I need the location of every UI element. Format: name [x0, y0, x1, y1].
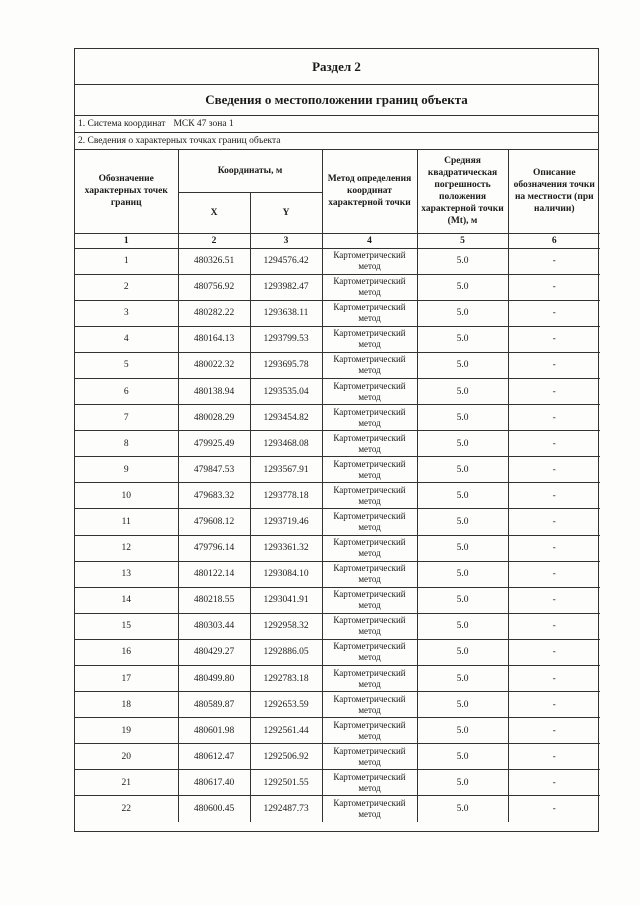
- header-y: Y: [250, 192, 322, 233]
- point-number-cell: 2: [75, 274, 178, 300]
- method-line-1: Картометрический: [333, 380, 406, 391]
- accuracy-cell: 5.0: [417, 744, 508, 770]
- column-number: 1: [75, 233, 178, 248]
- header-method: Метод определения координат характерной точки: [322, 150, 417, 233]
- method-cell: [322, 431, 417, 457]
- table-row: [75, 796, 600, 822]
- x-coordinate-cell: 479608.12: [178, 509, 250, 535]
- point-number-cell: 5: [75, 352, 178, 378]
- x-coordinate-cell: 479847.53: [178, 457, 250, 483]
- description-cell: -: [508, 666, 600, 692]
- y-coordinate-cell: 1292653.59: [250, 692, 322, 718]
- y-coordinate-cell: 1293638.11: [250, 300, 322, 326]
- method-cell: [322, 274, 417, 300]
- method-line-1: Картометрический: [333, 537, 406, 548]
- x-coordinate-cell: 479683.32: [178, 483, 250, 509]
- y-coordinate-cell: 1293084.10: [250, 561, 322, 587]
- method-line-1: Картометрический: [333, 641, 406, 652]
- y-coordinate-cell: 1292958.32: [250, 613, 322, 639]
- point-number-cell: 13: [75, 561, 178, 587]
- point-number-cell: 1: [75, 248, 178, 274]
- x-coordinate-cell: 480429.27: [178, 639, 250, 665]
- description-cell: -: [508, 378, 600, 404]
- method-line-1: Картометрический: [333, 432, 406, 443]
- y-coordinate-cell: 1293361.32: [250, 535, 322, 561]
- document-sheet: [74, 48, 599, 832]
- document-title: Сведения о местоположении границ объекта: [75, 85, 598, 116]
- method-line-2: метод: [358, 417, 381, 428]
- method-line-1: Картометрический: [333, 667, 406, 678]
- y-coordinate-cell: 1293454.82: [250, 405, 322, 431]
- y-coordinate-cell: 1293778.18: [250, 483, 322, 509]
- table-row: [75, 457, 600, 483]
- method-line-2: метод: [358, 574, 381, 585]
- x-coordinate-cell: 480022.32: [178, 352, 250, 378]
- point-number-cell: 15: [75, 613, 178, 639]
- method-cell: [322, 509, 417, 535]
- y-coordinate-cell: 1292487.73: [250, 796, 322, 822]
- method-line-1: Картометрический: [333, 745, 406, 756]
- x-coordinate-cell: 480218.55: [178, 587, 250, 613]
- description-cell: -: [508, 561, 600, 587]
- method-cell: [322, 587, 417, 613]
- accuracy-cell: 5.0: [417, 300, 508, 326]
- method-cell: [322, 561, 417, 587]
- table-row: [75, 378, 600, 404]
- accuracy-cell: 5.0: [417, 770, 508, 796]
- description-cell: -: [508, 483, 600, 509]
- y-coordinate-cell: 1292886.05: [250, 639, 322, 665]
- description-cell: -: [508, 639, 600, 665]
- accuracy-cell: 5.0: [417, 796, 508, 822]
- y-coordinate-cell: 1292561.44: [250, 718, 322, 744]
- x-coordinate-cell: 480028.29: [178, 405, 250, 431]
- table-row: [75, 431, 600, 457]
- table-row: [75, 587, 600, 613]
- y-coordinate-cell: 1292506.92: [250, 744, 322, 770]
- method-line-2: метод: [358, 443, 381, 454]
- boundary-points-table: [75, 150, 600, 822]
- points-caption: 2. Сведения о характерных точках границ объекта: [75, 133, 598, 150]
- method-line-1: Картометрический: [333, 693, 406, 704]
- accuracy-cell: 5.0: [417, 248, 508, 274]
- method-line-2: метод: [358, 495, 381, 506]
- point-number-cell: 8: [75, 431, 178, 457]
- x-coordinate-cell: 480617.40: [178, 770, 250, 796]
- point-number-cell: 12: [75, 535, 178, 561]
- accuracy-cell: 5.0: [417, 666, 508, 692]
- method-line-2: метод: [358, 782, 381, 793]
- accuracy-cell: 5.0: [417, 326, 508, 352]
- accuracy-cell: 5.0: [417, 613, 508, 639]
- method-line-2: метод: [358, 287, 381, 298]
- description-cell: -: [508, 770, 600, 796]
- point-number-cell: 4: [75, 326, 178, 352]
- description-cell: -: [508, 718, 600, 744]
- method-line-2: метод: [358, 391, 381, 402]
- table-row: [75, 744, 600, 770]
- accuracy-cell: 5.0: [417, 483, 508, 509]
- description-cell: -: [508, 744, 600, 770]
- method-cell: [322, 352, 417, 378]
- accuracy-cell: 5.0: [417, 561, 508, 587]
- method-cell: [322, 770, 417, 796]
- table-body: [75, 248, 600, 822]
- method-line-2: метод: [358, 548, 381, 559]
- accuracy-cell: 5.0: [417, 352, 508, 378]
- table-row: [75, 613, 600, 639]
- accuracy-cell: 5.0: [417, 405, 508, 431]
- table-row: [75, 483, 600, 509]
- table-row: [75, 666, 600, 692]
- description-cell: -: [508, 692, 600, 718]
- column-number: 2: [178, 233, 250, 248]
- y-coordinate-cell: 1292783.18: [250, 666, 322, 692]
- method-line-2: метод: [358, 730, 381, 741]
- method-cell: [322, 483, 417, 509]
- point-number-cell: 9: [75, 457, 178, 483]
- x-coordinate-cell: 480303.44: [178, 613, 250, 639]
- method-cell: [322, 613, 417, 639]
- accuracy-cell: 5.0: [417, 692, 508, 718]
- method-line-2: метод: [358, 704, 381, 715]
- coordinate-system-line: [75, 116, 598, 133]
- point-number-cell: 14: [75, 587, 178, 613]
- description-cell: -: [508, 405, 600, 431]
- coordinate-system-value: МСК 47 зона 1: [173, 119, 234, 129]
- method-cell: [322, 326, 417, 352]
- point-number-cell: 21: [75, 770, 178, 796]
- section-title: Раздел 2: [75, 49, 598, 85]
- point-number-cell: 6: [75, 378, 178, 404]
- y-coordinate-cell: 1292501.55: [250, 770, 322, 796]
- y-coordinate-cell: 1293799.53: [250, 326, 322, 352]
- method-cell: [322, 378, 417, 404]
- header-coordinates: Координаты, м: [178, 150, 322, 192]
- x-coordinate-cell: 480499.80: [178, 666, 250, 692]
- table-row: [75, 326, 600, 352]
- x-coordinate-cell: 479796.14: [178, 535, 250, 561]
- column-number: 6: [508, 233, 600, 248]
- point-number-cell: 20: [75, 744, 178, 770]
- y-coordinate-cell: 1293695.78: [250, 352, 322, 378]
- point-number-cell: 10: [75, 483, 178, 509]
- method-cell: [322, 744, 417, 770]
- header-accuracy: Средняя квадратическая погрешность положения характерной точки (Mt), м: [417, 150, 508, 233]
- method-line-2: метод: [358, 339, 381, 350]
- table-row: [75, 561, 600, 587]
- accuracy-cell: 5.0: [417, 378, 508, 404]
- column-number: 4: [322, 233, 417, 248]
- description-cell: -: [508, 300, 600, 326]
- accuracy-cell: 5.0: [417, 509, 508, 535]
- accuracy-cell: 5.0: [417, 639, 508, 665]
- description-cell: -: [508, 587, 600, 613]
- table-row: [75, 718, 600, 744]
- header-description: Описание обозначения точки на местности (при наличии): [508, 150, 600, 233]
- method-cell: [322, 718, 417, 744]
- y-coordinate-cell: 1293567.91: [250, 457, 322, 483]
- table-row: [75, 405, 600, 431]
- point-number-cell: 17: [75, 666, 178, 692]
- header-x: X: [178, 192, 250, 233]
- y-coordinate-cell: 1293982.47: [250, 274, 322, 300]
- method-line-2: метод: [358, 756, 381, 767]
- method-line-1: Картометрический: [333, 458, 406, 469]
- table-row: [75, 535, 600, 561]
- method-line-2: метод: [358, 521, 381, 532]
- method-line-1: Картометрический: [333, 484, 406, 495]
- y-coordinate-cell: 1293719.46: [250, 509, 322, 535]
- accuracy-cell: 5.0: [417, 587, 508, 613]
- table-row: [75, 352, 600, 378]
- x-coordinate-cell: 480612.47: [178, 744, 250, 770]
- method-cell: [322, 639, 417, 665]
- accuracy-cell: 5.0: [417, 718, 508, 744]
- table-row: [75, 300, 600, 326]
- method-cell: [322, 796, 417, 822]
- method-line-1: Картометрический: [333, 328, 406, 339]
- x-coordinate-cell: 480756.92: [178, 274, 250, 300]
- method-line-2: метод: [358, 313, 381, 324]
- x-coordinate-cell: 480326.51: [178, 248, 250, 274]
- method-cell: [322, 405, 417, 431]
- description-cell: -: [508, 535, 600, 561]
- point-number-cell: 16: [75, 639, 178, 665]
- y-coordinate-cell: 1293468.08: [250, 431, 322, 457]
- point-number-cell: 18: [75, 692, 178, 718]
- table-row: [75, 770, 600, 796]
- description-cell: -: [508, 352, 600, 378]
- method-line-1: Картометрический: [333, 510, 406, 521]
- x-coordinate-cell: 480589.87: [178, 692, 250, 718]
- x-coordinate-cell: 480601.98: [178, 718, 250, 744]
- y-coordinate-cell: 1293041.91: [250, 587, 322, 613]
- method-line-2: метод: [358, 652, 381, 663]
- column-number: 5: [417, 233, 508, 248]
- x-coordinate-cell: 480122.14: [178, 561, 250, 587]
- column-number: 3: [250, 233, 322, 248]
- method-line-1: Картометрический: [333, 563, 406, 574]
- method-line-1: Картометрический: [333, 276, 406, 287]
- accuracy-cell: 5.0: [417, 457, 508, 483]
- method-line-1: Картометрический: [333, 302, 406, 313]
- table-row: [75, 639, 600, 665]
- x-coordinate-cell: 480600.45: [178, 796, 250, 822]
- method-line-1: Картометрический: [333, 589, 406, 600]
- table-row: [75, 274, 600, 300]
- description-cell: -: [508, 274, 600, 300]
- method-line-1: Картометрический: [333, 250, 406, 261]
- method-line-1: Картометрический: [333, 354, 406, 365]
- table-row: [75, 509, 600, 535]
- header-designation: Обозначение характерных точек границ: [75, 150, 178, 233]
- accuracy-cell: 5.0: [417, 274, 508, 300]
- table-row: [75, 248, 600, 274]
- method-line-2: метод: [358, 261, 381, 272]
- description-cell: -: [508, 248, 600, 274]
- method-cell: [322, 666, 417, 692]
- method-line-2: метод: [358, 469, 381, 480]
- description-cell: -: [508, 431, 600, 457]
- y-coordinate-cell: 1294576.42: [250, 248, 322, 274]
- description-cell: -: [508, 457, 600, 483]
- x-coordinate-cell: 479925.49: [178, 431, 250, 457]
- description-cell: -: [508, 326, 600, 352]
- method-line-1: Картометрический: [333, 719, 406, 730]
- x-coordinate-cell: 480282.22: [178, 300, 250, 326]
- method-cell: [322, 535, 417, 561]
- accuracy-cell: 5.0: [417, 535, 508, 561]
- method-line-1: Картометрический: [333, 771, 406, 782]
- method-line-1: Картометрический: [333, 406, 406, 417]
- description-cell: -: [508, 796, 600, 822]
- method-cell: [322, 457, 417, 483]
- point-number-cell: 22: [75, 796, 178, 822]
- x-coordinate-cell: 480138.94: [178, 378, 250, 404]
- method-cell: [322, 248, 417, 274]
- x-coordinate-cell: 480164.13: [178, 326, 250, 352]
- accuracy-cell: 5.0: [417, 431, 508, 457]
- point-number-cell: 7: [75, 405, 178, 431]
- coordinate-system-label: 1. Система координат: [78, 119, 166, 129]
- description-cell: -: [508, 613, 600, 639]
- method-line-2: метод: [358, 626, 381, 637]
- method-cell: [322, 300, 417, 326]
- table-row: [75, 692, 600, 718]
- method-line-2: метод: [358, 600, 381, 611]
- method-cell: [322, 692, 417, 718]
- point-number-cell: 11: [75, 509, 178, 535]
- method-line-2: метод: [358, 809, 381, 820]
- y-coordinate-cell: 1293535.04: [250, 378, 322, 404]
- description-cell: -: [508, 509, 600, 535]
- method-line-1: Картометрический: [333, 798, 406, 809]
- method-line-2: метод: [358, 365, 381, 376]
- method-line-2: метод: [358, 678, 381, 689]
- point-number-cell: 3: [75, 300, 178, 326]
- method-line-1: Картометрический: [333, 615, 406, 626]
- point-number-cell: 19: [75, 718, 178, 744]
